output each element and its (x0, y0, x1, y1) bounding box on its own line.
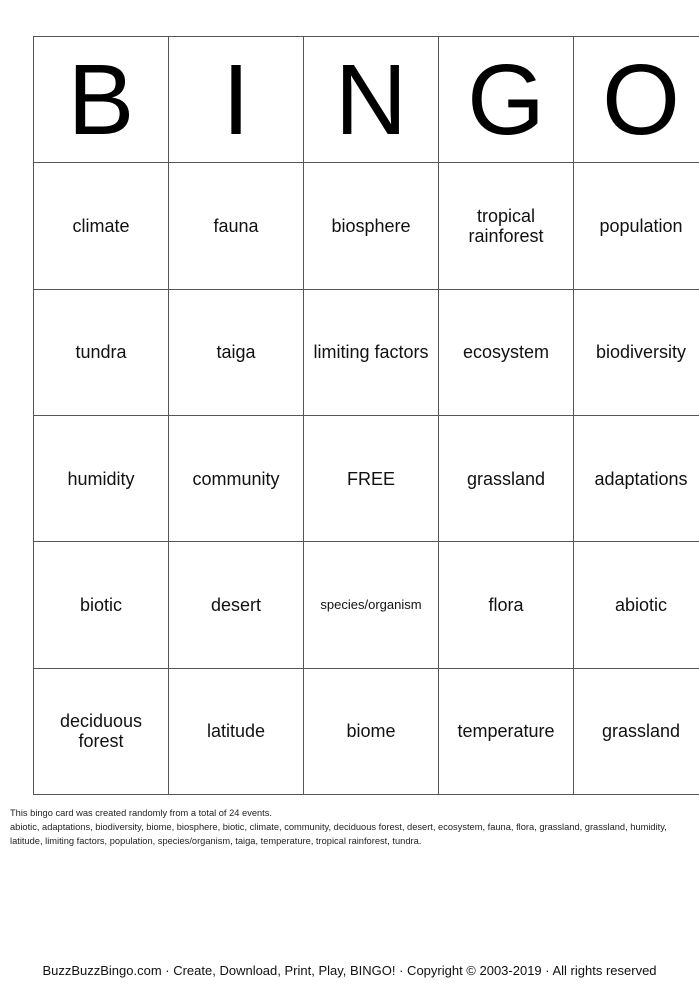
card-row (34, 668, 699, 794)
card-row (34, 415, 699, 541)
card-cell: biodiversity (574, 289, 699, 415)
header-n: N (304, 37, 439, 163)
card-row (34, 163, 699, 289)
card-cell: tundra (34, 289, 169, 415)
card-cell: temperature (439, 668, 574, 794)
footer-copyright: BuzzBuzzBingo.com · Create, Download, Print, Play, BINGO! · Copyright © 2003-2019 · All rights reserved (42, 963, 657, 978)
header-i: I (169, 37, 304, 163)
header-o: O (574, 37, 699, 163)
card-info (10, 806, 690, 848)
card-cell: grassland (439, 415, 574, 541)
card-cell: flora (439, 542, 574, 668)
card-cell: population (574, 163, 699, 289)
card-cell: species/organism (304, 542, 439, 668)
bingo-card (33, 36, 699, 795)
free-space-cell: FREE (304, 415, 439, 541)
card-row (34, 289, 699, 415)
info-summary: This bingo card was created randomly from a total of 24 events. (10, 808, 272, 818)
card-cell: biotic (34, 542, 169, 668)
info-event-list: abiotic, adaptations, biodiversity, biome, biosphere, biotic, climate, community, deciduous forest, desert, ecosystem, fauna, flora, grassland, grassland, humidity, latitude, limiting factors, population, species/organism, taiga, temperature, tropical rainforest, tundra. (10, 822, 667, 846)
header-g: G (439, 37, 574, 163)
card-cell: climate (34, 163, 169, 289)
card-cell: biosphere (304, 163, 439, 289)
card-cell: deciduous forest (34, 668, 169, 794)
card-cell: latitude (169, 668, 304, 794)
header-row (34, 37, 699, 163)
card-cell: fauna (169, 163, 304, 289)
header-b: B (34, 37, 169, 163)
card-cell: taiga (169, 289, 304, 415)
card-cell: limiting factors (304, 289, 439, 415)
card-cell: abiotic (574, 542, 699, 668)
card-row (34, 542, 699, 668)
card-cell: ecosystem (439, 289, 574, 415)
card-cell: community (169, 415, 304, 541)
card-cell: grassland (574, 668, 699, 794)
card-cell: adaptations (574, 415, 699, 541)
card-cell: desert (169, 542, 304, 668)
card-cell: tropical rainforest (439, 163, 574, 289)
card-cell: biome (304, 668, 439, 794)
card-cell: humidity (34, 415, 169, 541)
